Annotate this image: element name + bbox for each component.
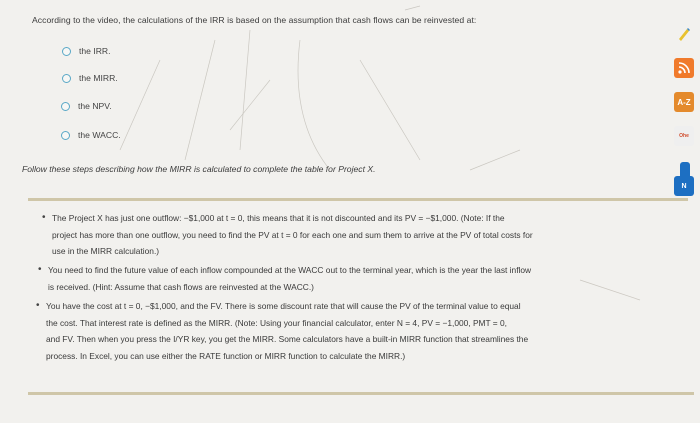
rss-icon[interactable] (674, 58, 694, 78)
option-label: the WACC. (78, 130, 121, 140)
small-badge[interactable]: Ohe (674, 126, 694, 146)
scribble-line (185, 40, 215, 160)
option-npv[interactable] (61, 101, 112, 111)
option-mirr[interactable] (62, 73, 118, 83)
scribble-line (298, 40, 330, 170)
bullet-line: process. In Excel, you can use either the RATE function or MIRR function to calculate the MIRR.) (46, 350, 406, 361)
option-wacc[interactable] (61, 130, 121, 140)
bullet-line: and FV. Then when you press the I/YR key, you get the MIRR. Some calculators have a built-in MIRR function that streamlines the (46, 334, 529, 344)
radio-button[interactable] (61, 131, 70, 140)
bullet-line: You need to find the future value of each inflow compounded at the WACC out to the terminal year, which is the year the last inflow (48, 265, 532, 275)
bullet-icon: • (38, 264, 42, 275)
scribble-line (470, 150, 520, 170)
bullet-line: You have the cost at t = 0, −$1,000, and the FV. There is some discount rate that will cause the PV of the terminal value to equal (46, 301, 521, 311)
radio-button[interactable] (62, 74, 71, 83)
bullet-icon: • (42, 212, 46, 223)
list-item (38, 262, 532, 295)
az-button[interactable]: A-Z (674, 92, 694, 112)
bullet-line: is received. (Hint: Assume that cash flows are reinvested at the WACC.) (48, 281, 314, 292)
option-label: the IRR. (79, 46, 111, 56)
option-label: the NPV. (78, 101, 112, 111)
instruction-text: Follow these steps describing how the MIRR is calculated to complete the table for Project X. (22, 164, 376, 174)
scribble-line (120, 60, 160, 150)
divider-top (28, 198, 688, 201)
option-label: the MIRR. (79, 73, 118, 83)
option-irr[interactable] (62, 46, 111, 56)
bullet-line: The Project X has just one outflow: −$1,000 at t = 0, this means that it is not discounted and its PV = −$1,000. (Note: If the (52, 213, 505, 223)
radio-button[interactable] (61, 102, 70, 111)
bullet-line: the cost. That interest rate is defined as the MIRR. (Note: Using your financial calculator, enter N = 4, PV = −1,000, PMT = 0, (46, 317, 508, 328)
n-button[interactable]: N (674, 176, 694, 196)
scribble-line (240, 30, 250, 150)
scribble-line (405, 6, 420, 10)
scribble-line (580, 280, 640, 300)
bullet-line: use in the MIRR calculation.) (52, 246, 160, 256)
bullet-icon: • (36, 300, 40, 311)
bullet-line: project has more than one outflow, you need to find the PV at t = 0 for each one and sum them to arrive at the PV of total costs for (52, 229, 533, 240)
question-text: According to the video, the calculations of the IRR is based on the assumption that cash flows can be reinvested at: (32, 15, 477, 25)
list-item (36, 298, 529, 364)
scribble-line (230, 80, 270, 130)
radio-button[interactable] (62, 47, 71, 56)
scribble-line (360, 60, 420, 160)
list-item (42, 210, 533, 260)
divider-bottom (28, 392, 694, 395)
pencil-icon[interactable] (674, 24, 694, 44)
right-toolbar (674, 0, 700, 423)
